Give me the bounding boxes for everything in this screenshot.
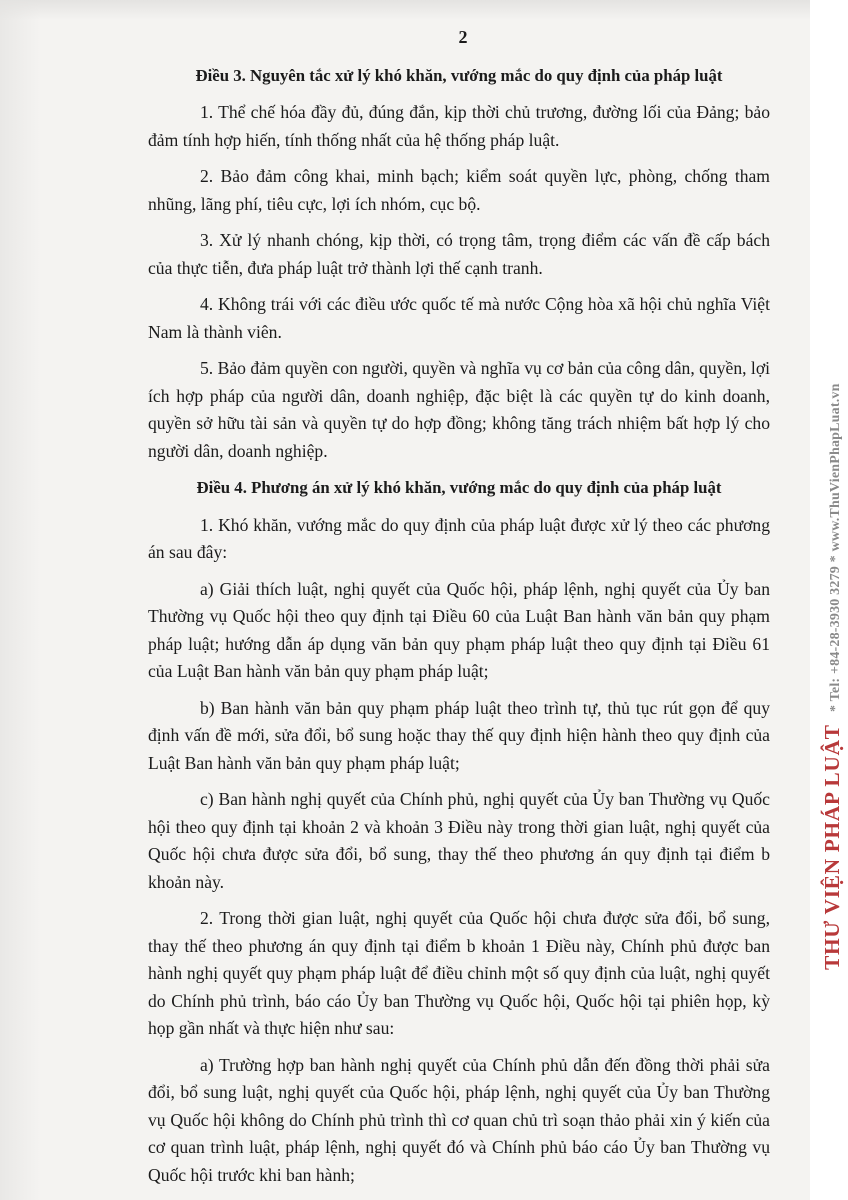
article-3-clause-1: 1. Thể chế hóa đầy đủ, đúng đắn, kịp thời chủ trương, đường lối của Đảng; bảo đảm tính hợp hiến, tính thống nhất của hệ thống pháp luật. — [148, 102, 770, 150]
document-body — [148, 24, 770, 1198]
article-3-clause-3: 3. Xử lý nhanh chóng, kịp thời, có trọng tâm, trọng điểm các vấn đề cấp bách của thực tiễn, đưa pháp luật trở thành lợi thế cạnh tranh. — [148, 230, 770, 278]
article-4-clause-1-point-a: a) Giải thích luật, nghị quyết của Quốc hội, pháp lệnh, nghị quyết của Ủy ban Thường vụ Quốc hội theo quy định tại Điều 60 của Luật Ban hành văn bản quy phạm pháp luật; hướng dẫn áp dụng văn bản quy phạm pháp luật theo quy định tại Điều 61 của Luật Ban hành văn bản quy phạm pháp luật; — [148, 578, 770, 681]
scan-shadow-top — [0, 0, 810, 20]
article-3-clause-5: 5. Bảo đảm quyền con người, quyền và nghĩa vụ cơ bản của công dân, quyền, lợi ích hợp pháp của người dân, doanh nghiệp, đặc biệt là các quyền tự do kinh doanh, quyền sở hữu tài sản và quyền tự do hợp đồng; không tăng trách nhiệm bất hợp lý cho người dân, doanh nghiệp. — [148, 358, 771, 461]
article-4-clause-1-point-c: c) Ban hành nghị quyết của Chính phủ, nghị quyết của Ủy ban Thường vụ Quốc hội theo quy định tại khoản 2 và khoản 3 Điều này trong thời gian luật, nghị quyết của Quốc hội chưa được sửa đổi, bổ sung, thay thế theo phương án quy định tại điểm b khoản này. — [148, 789, 770, 892]
article-4-heading: Điều 4. Phương án xử lý khó khăn, vướng mắc do quy định của pháp luật — [196, 478, 722, 497]
page-number: 2 — [458, 27, 468, 47]
vertical-watermark — [818, 240, 848, 970]
article-4-clause-1-point-b: b) Ban hành văn bản quy phạm pháp luật theo trình tự, thủ tục rút gọn để quy định vấn đề mới, sửa đổi, bổ sung hoặc thay thế quy định hiện hành theo quy định của Luật Ban hành văn bản quy phạm pháp luật; — [148, 697, 770, 773]
article-4-clause-2: 2. Trong thời gian luật, nghị quyết của Quốc hội chưa được sửa đổi, bổ sung, thay thế theo phương án quy định tại điểm b khoản 1 Điều này, Chính phủ được ban hành nghị quyết quy phạm pháp luật để điều chỉnh một số quy định của luật, nghị quyết do Chính phủ trình, báo cáo Ủy ban Thường vụ Quốc hội, Quốc hội tại phiên họp, kỳ họp gần nhất và thực hiện như sau: — [148, 908, 770, 1038]
article-3-heading: Điều 3. Nguyên tắc xử lý khó khăn, vướng mắc do quy định của pháp luật — [195, 65, 723, 85]
article-4-clause-1: 1. Khó khăn, vướng mắc do quy định của pháp luật được xử lý theo các phương án sau đây: — [148, 514, 770, 562]
article-3-clause-4: 4. Không trái với các điều ước quốc tế mà nước Cộng hòa xã hội chủ nghĩa Việt Nam là thành viên. — [148, 294, 770, 342]
watermark-contact-text: * Tel: +84-28-3930 3279 * www.ThuVienPhapLuat.vn — [828, 383, 843, 712]
article-3-clause-2: 2. Bảo đảm công khai, minh bạch; kiểm soát quyền lực, phòng, chống tham nhũng, lãng phí, tiêu cực, lợi ích nhóm, cục bộ. — [148, 166, 770, 214]
watermark-svg — [818, 240, 848, 970]
watermark-brand-text: THƯ VIỆN PHÁP LUẬT — [820, 724, 844, 970]
article-4-clause-2-point-a: a) Trường hợp ban hành nghị quyết của Chính phủ dẫn đến đồng thời phải sửa đổi, bổ sung luật, nghị quyết của Quốc hội, pháp lệnh, nghị quyết của Ủy ban Thường vụ Quốc hội không do Chính phủ trình thì cơ quan chủ trì soạn thảo phải xin ý kiến của cơ quan trình luật, pháp lệnh, nghị quyết đó và Chính phủ báo cáo Ủy ban Thường vụ Quốc hội trước khi ban hành; — [148, 1054, 770, 1185]
scan-shadow-left — [0, 0, 40, 1200]
